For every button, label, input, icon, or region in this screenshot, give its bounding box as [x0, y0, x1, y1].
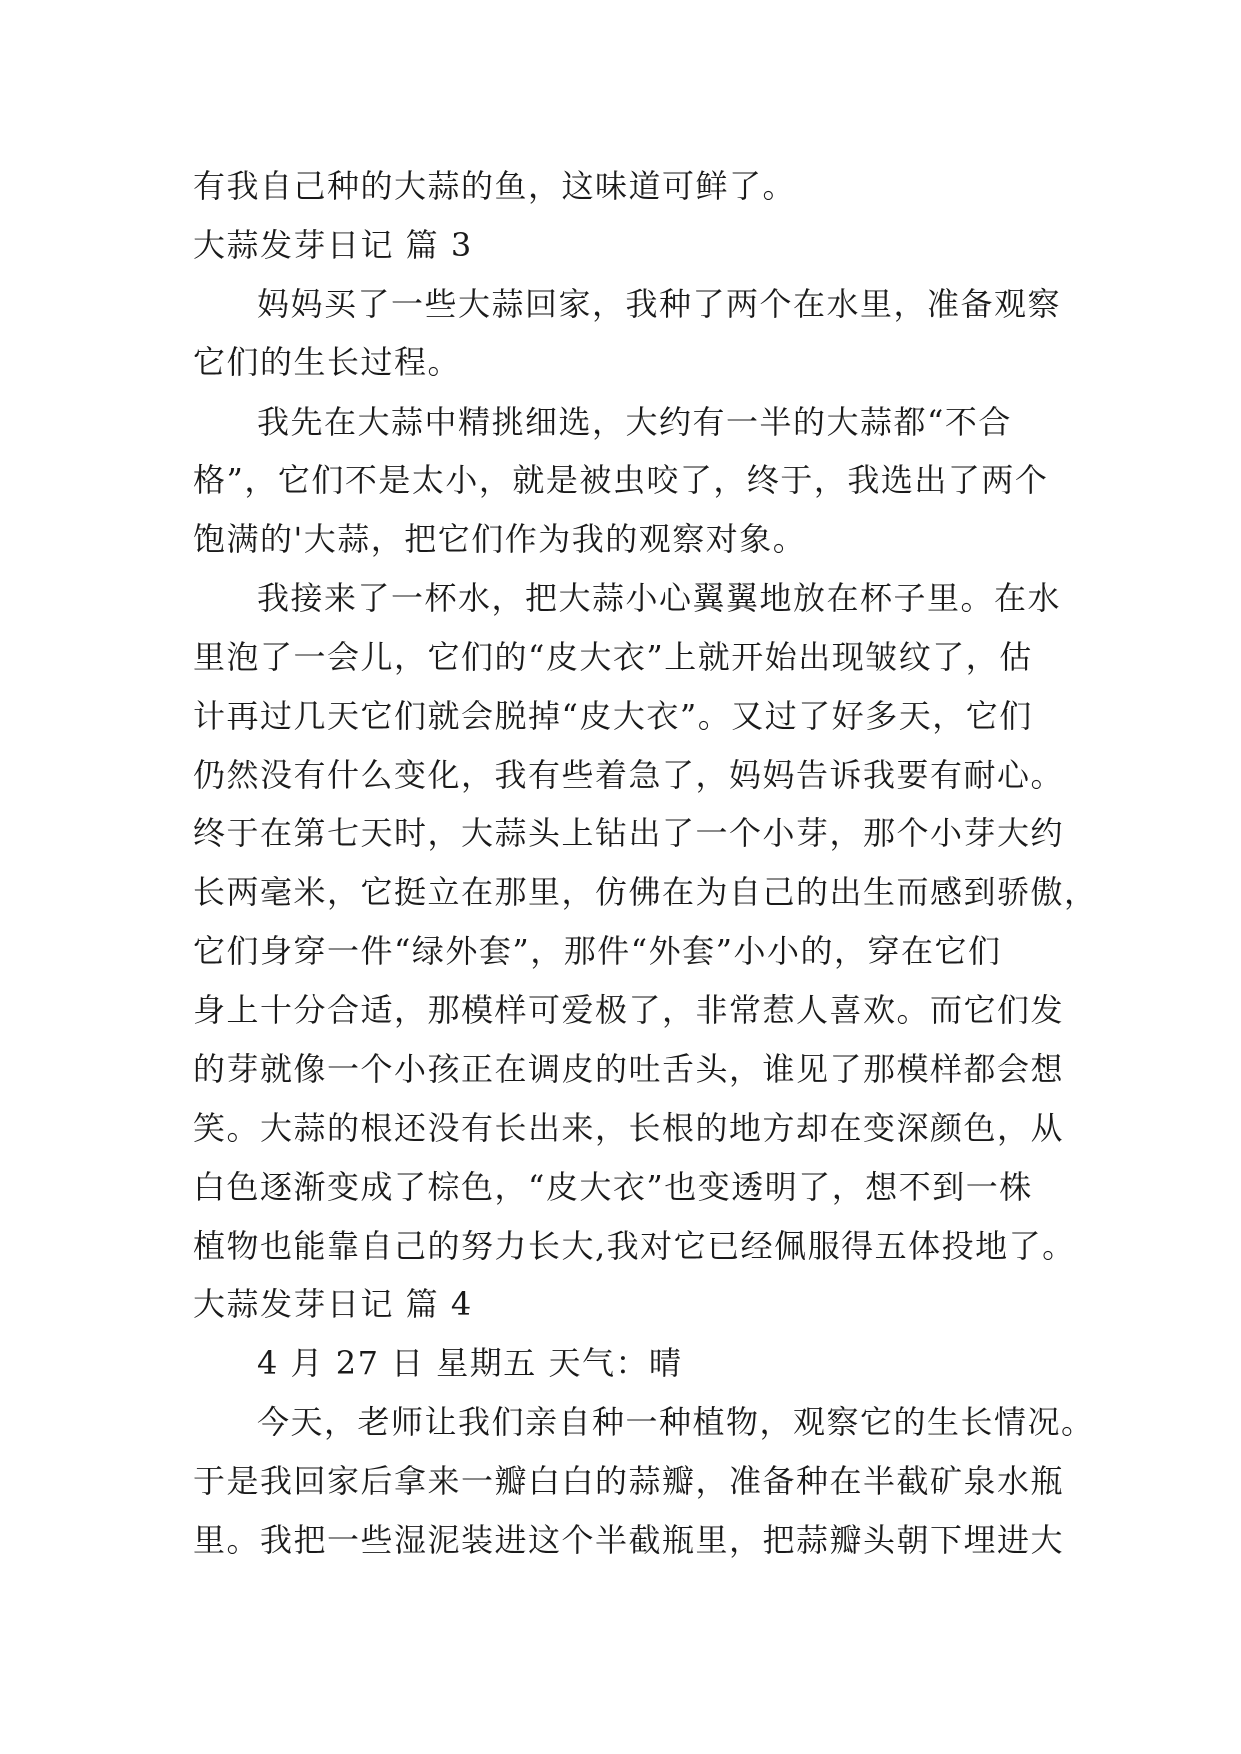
- paragraph-line: 它们身穿一件“绿外套”，那件“外套”小小的，穿在它们: [193, 932, 1002, 970]
- paragraph-line: 妈妈买了一些大蒜回家，我种了两个在水里，准备观察: [257, 285, 1062, 323]
- paragraph-line: 植物也能靠自己的努力长大,我对它已经佩服得五体投地了。: [193, 1227, 1076, 1265]
- paragraph-line: 计再过几天它们就会脱掉“皮大衣”。又过了好多天，它们: [193, 697, 1033, 735]
- paragraph-line: 里。我把一些湿泥装进这个半截瓶里，把蒜瓣头朝下埋进大: [193, 1521, 1065, 1559]
- paragraph-line: 格”，它们不是太小，就是被虫咬了，终于，我选出了两个: [193, 461, 1049, 499]
- section-heading: 大蒜发芽日记 篇 4: [193, 1285, 473, 1323]
- paragraph-line: 饱满的'大蒜，把它们作为我的观察对象。: [193, 520, 807, 558]
- paragraph-line: 我先在大蒜中精挑细选，大约有一半的大蒜都“不合: [257, 403, 1012, 441]
- paragraph-line: 我接来了一杯水，把大蒜小心翼翼地放在杯子里。在水: [257, 579, 1062, 617]
- date-weather-line: 4 月 27 日 星期五 天气：晴: [257, 1344, 683, 1382]
- paragraph-line: 有我自己种的大蒜的鱼，这味道可鲜了。: [193, 167, 797, 205]
- paragraph-line: 它们的生长过程。: [193, 343, 462, 381]
- paragraph-line: 身上十分合适，那模样可爱极了，非常惹人喜欢。而它们发: [193, 991, 1065, 1029]
- paragraph-line: 于是我回家后拿来一瓣白白的蒜瓣，准备种在半截矿泉水瓶: [193, 1462, 1065, 1500]
- section-heading: 大蒜发芽日记 篇 3: [193, 226, 473, 264]
- paragraph-line: 终于在第七天时，大蒜头上钻出了一个小芽，那个小芽大约: [193, 814, 1065, 852]
- paragraph-line: 的芽就像一个小孩正在调皮的吐舌头，谁见了那模样都会想: [193, 1050, 1065, 1088]
- paragraph-line: 长两毫米，它挺立在那里，仿佛在为自己的出生而感到骄傲，: [193, 873, 1098, 911]
- paragraph-line: 笑。大蒜的根还没有长出来，长根的地方却在变深颜色，从: [193, 1109, 1065, 1147]
- paragraph-line: 里泡了一会儿，它们的“皮大衣”上就开始出现皱纹了，估: [193, 638, 1033, 676]
- paragraph-line: 今天，老师让我们亲自种一种植物，观察它的生长情况。: [257, 1403, 1095, 1441]
- paragraph-line: 白色逐渐变成了棕色，“皮大衣”也变透明了，想不到一株: [193, 1168, 1033, 1206]
- paragraph-line: 仍然没有什么变化，我有些着急了，妈妈告诉我要有耐心。: [193, 756, 1065, 794]
